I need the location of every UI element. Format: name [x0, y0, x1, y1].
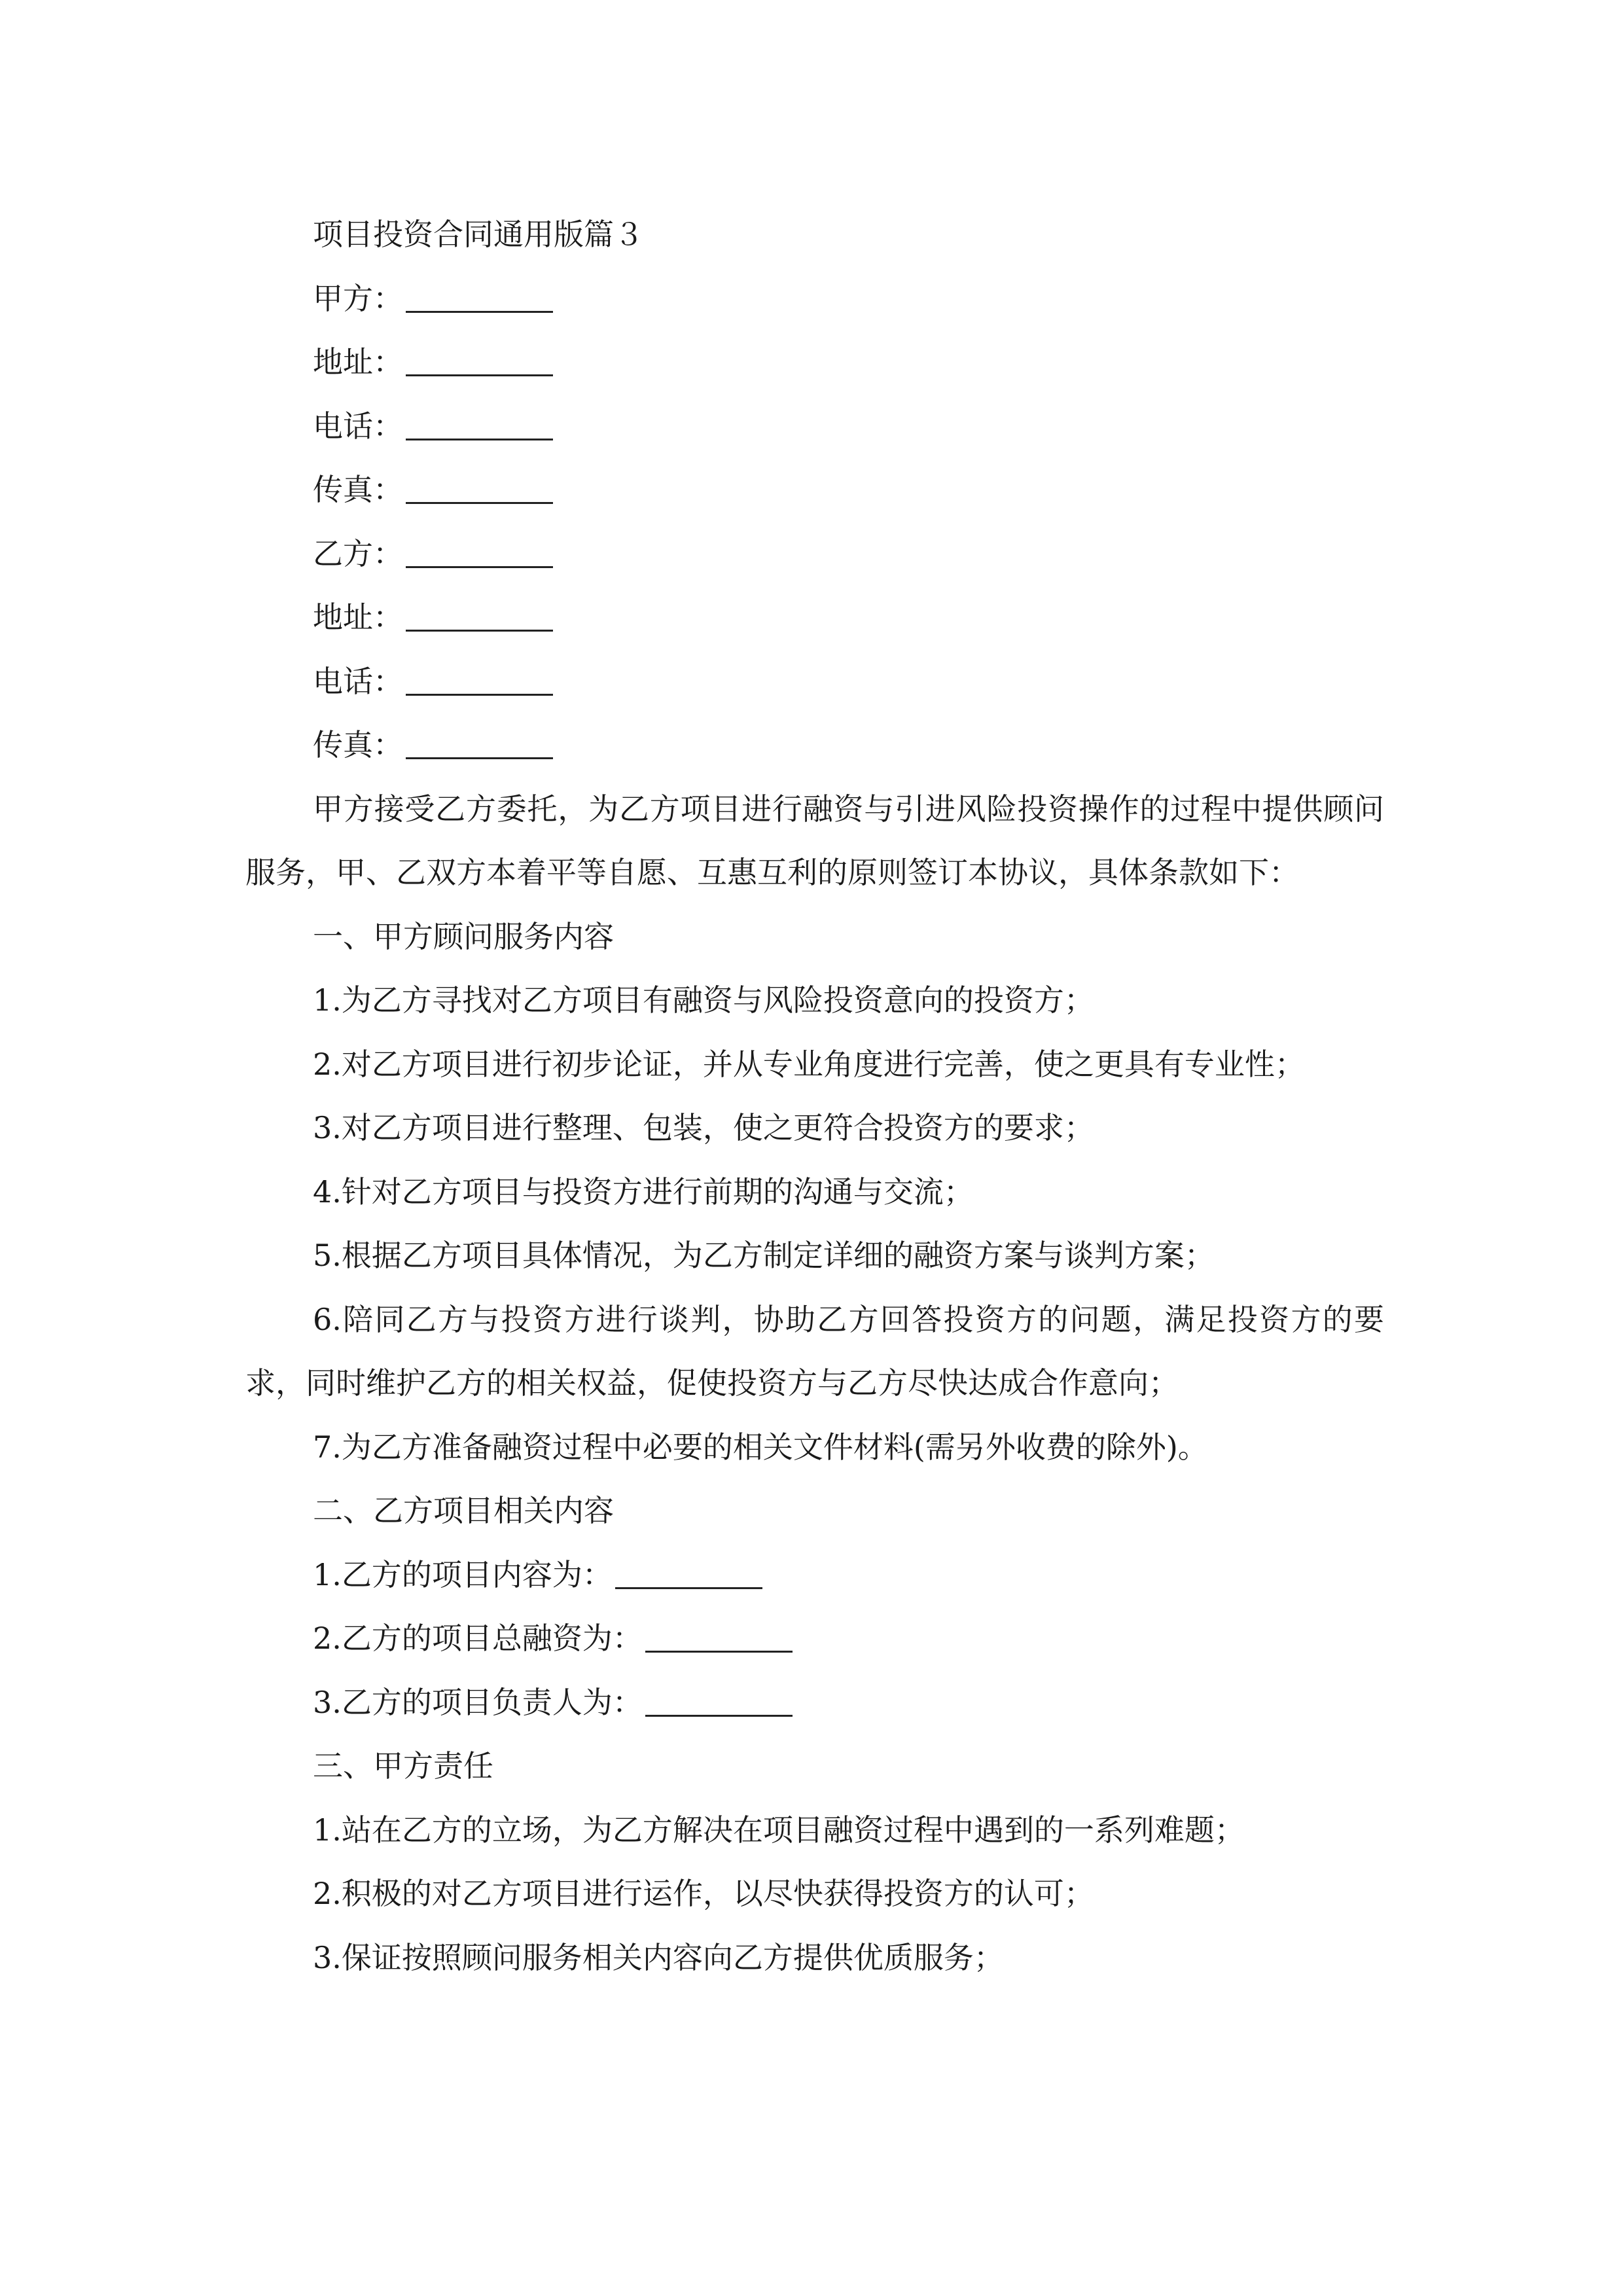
field-label: 1.乙方的项目内容为： [313, 1556, 613, 1592]
blank-line [406, 340, 553, 376]
field-label: 3.乙方的项目负责人为： [313, 1684, 643, 1720]
party-a-name-field [245, 267, 1384, 331]
section-heading: 一、甲方顾问服务内容 [313, 918, 614, 954]
section-heading: 二、乙方项目相关内容 [313, 1493, 614, 1528]
list-item: 2.对乙方项目进行初步论证，并从专业角度进行完善，使之更具有专业性； [313, 1046, 1305, 1082]
blank-line [406, 277, 553, 313]
field-label: 电话： [313, 408, 403, 444]
blank-line [406, 723, 553, 759]
party-a-phone-field [245, 395, 1384, 459]
document-title: 项目投资合同通用版篇３ [313, 217, 644, 252]
project-content-field [245, 1543, 1384, 1607]
section-heading: 三、甲方责任 [313, 1748, 493, 1784]
party-b-phone-field [245, 650, 1384, 714]
blank-line [615, 1553, 762, 1589]
blank-line [645, 1681, 793, 1717]
list-item: 5.根据乙方项目具体情况，为乙方制定详细的融资方案与谈判方案； [313, 1238, 1215, 1273]
list-item: 3.保证按照顾问服务相关内容向乙方提供优质服务； [313, 1939, 1004, 1975]
document-body [245, 203, 1384, 1990]
field-label: 乙方： [313, 535, 403, 571]
field-label: 2.乙方的项目总融资为： [313, 1621, 643, 1656]
party-b-address-field [245, 586, 1384, 650]
field-label: 传真： [313, 472, 403, 507]
list-item: 2.积极的对乙方项目进行运作，以尽快获得投资方的认可； [313, 1876, 1094, 1911]
list-item: 4.针对乙方项目与投资方进行前期的沟通与交流； [313, 1174, 974, 1210]
list-item: 1.为乙方寻找对乙方项目有融资与风险投资意向的投资方； [313, 982, 1094, 1018]
intro-paragraph: 甲方接受乙方委托，为乙方项目进行融资与引进风险投资操作的过程中提供顾问服务，甲、乙双方本着平等自愿、互惠互利的原则签订本协议，具体条款如下： [245, 791, 1384, 890]
list-item: 6.陪同乙方与投资方进行谈判，协助乙方回答投资方的问题，满足投资方的要求，同时维护乙方的相关权益，促使投资方与乙方尽快达成合作意向； [245, 1301, 1384, 1401]
party-a-address-field [245, 331, 1384, 395]
field-label: 电话： [313, 663, 403, 699]
field-label: 地址： [313, 600, 403, 635]
field-label: 甲方： [313, 280, 403, 316]
party-b-name-field [245, 522, 1384, 586]
field-label: 地址： [313, 344, 403, 380]
project-financing-field [245, 1607, 1384, 1671]
list-item: 7.为乙方准备融资过程中必要的相关文件材料(需另外收费的除外)。 [313, 1429, 1208, 1465]
list-item: 1.站在乙方的立场，为乙方解决在项目融资过程中遇到的一系列难题； [313, 1812, 1245, 1848]
blank-line [406, 660, 553, 696]
blank-line [406, 404, 553, 440]
blank-line [406, 596, 553, 632]
project-manager-field [245, 1671, 1384, 1735]
field-label: 传真： [313, 727, 403, 762]
blank-line [406, 468, 553, 504]
party-b-fax-field [245, 713, 1384, 778]
party-a-fax-field [245, 458, 1384, 522]
blank-line [406, 532, 553, 568]
list-item: 3.对乙方项目进行整理、包装，使之更符合投资方的要求； [313, 1110, 1094, 1145]
blank-line [645, 1617, 793, 1653]
